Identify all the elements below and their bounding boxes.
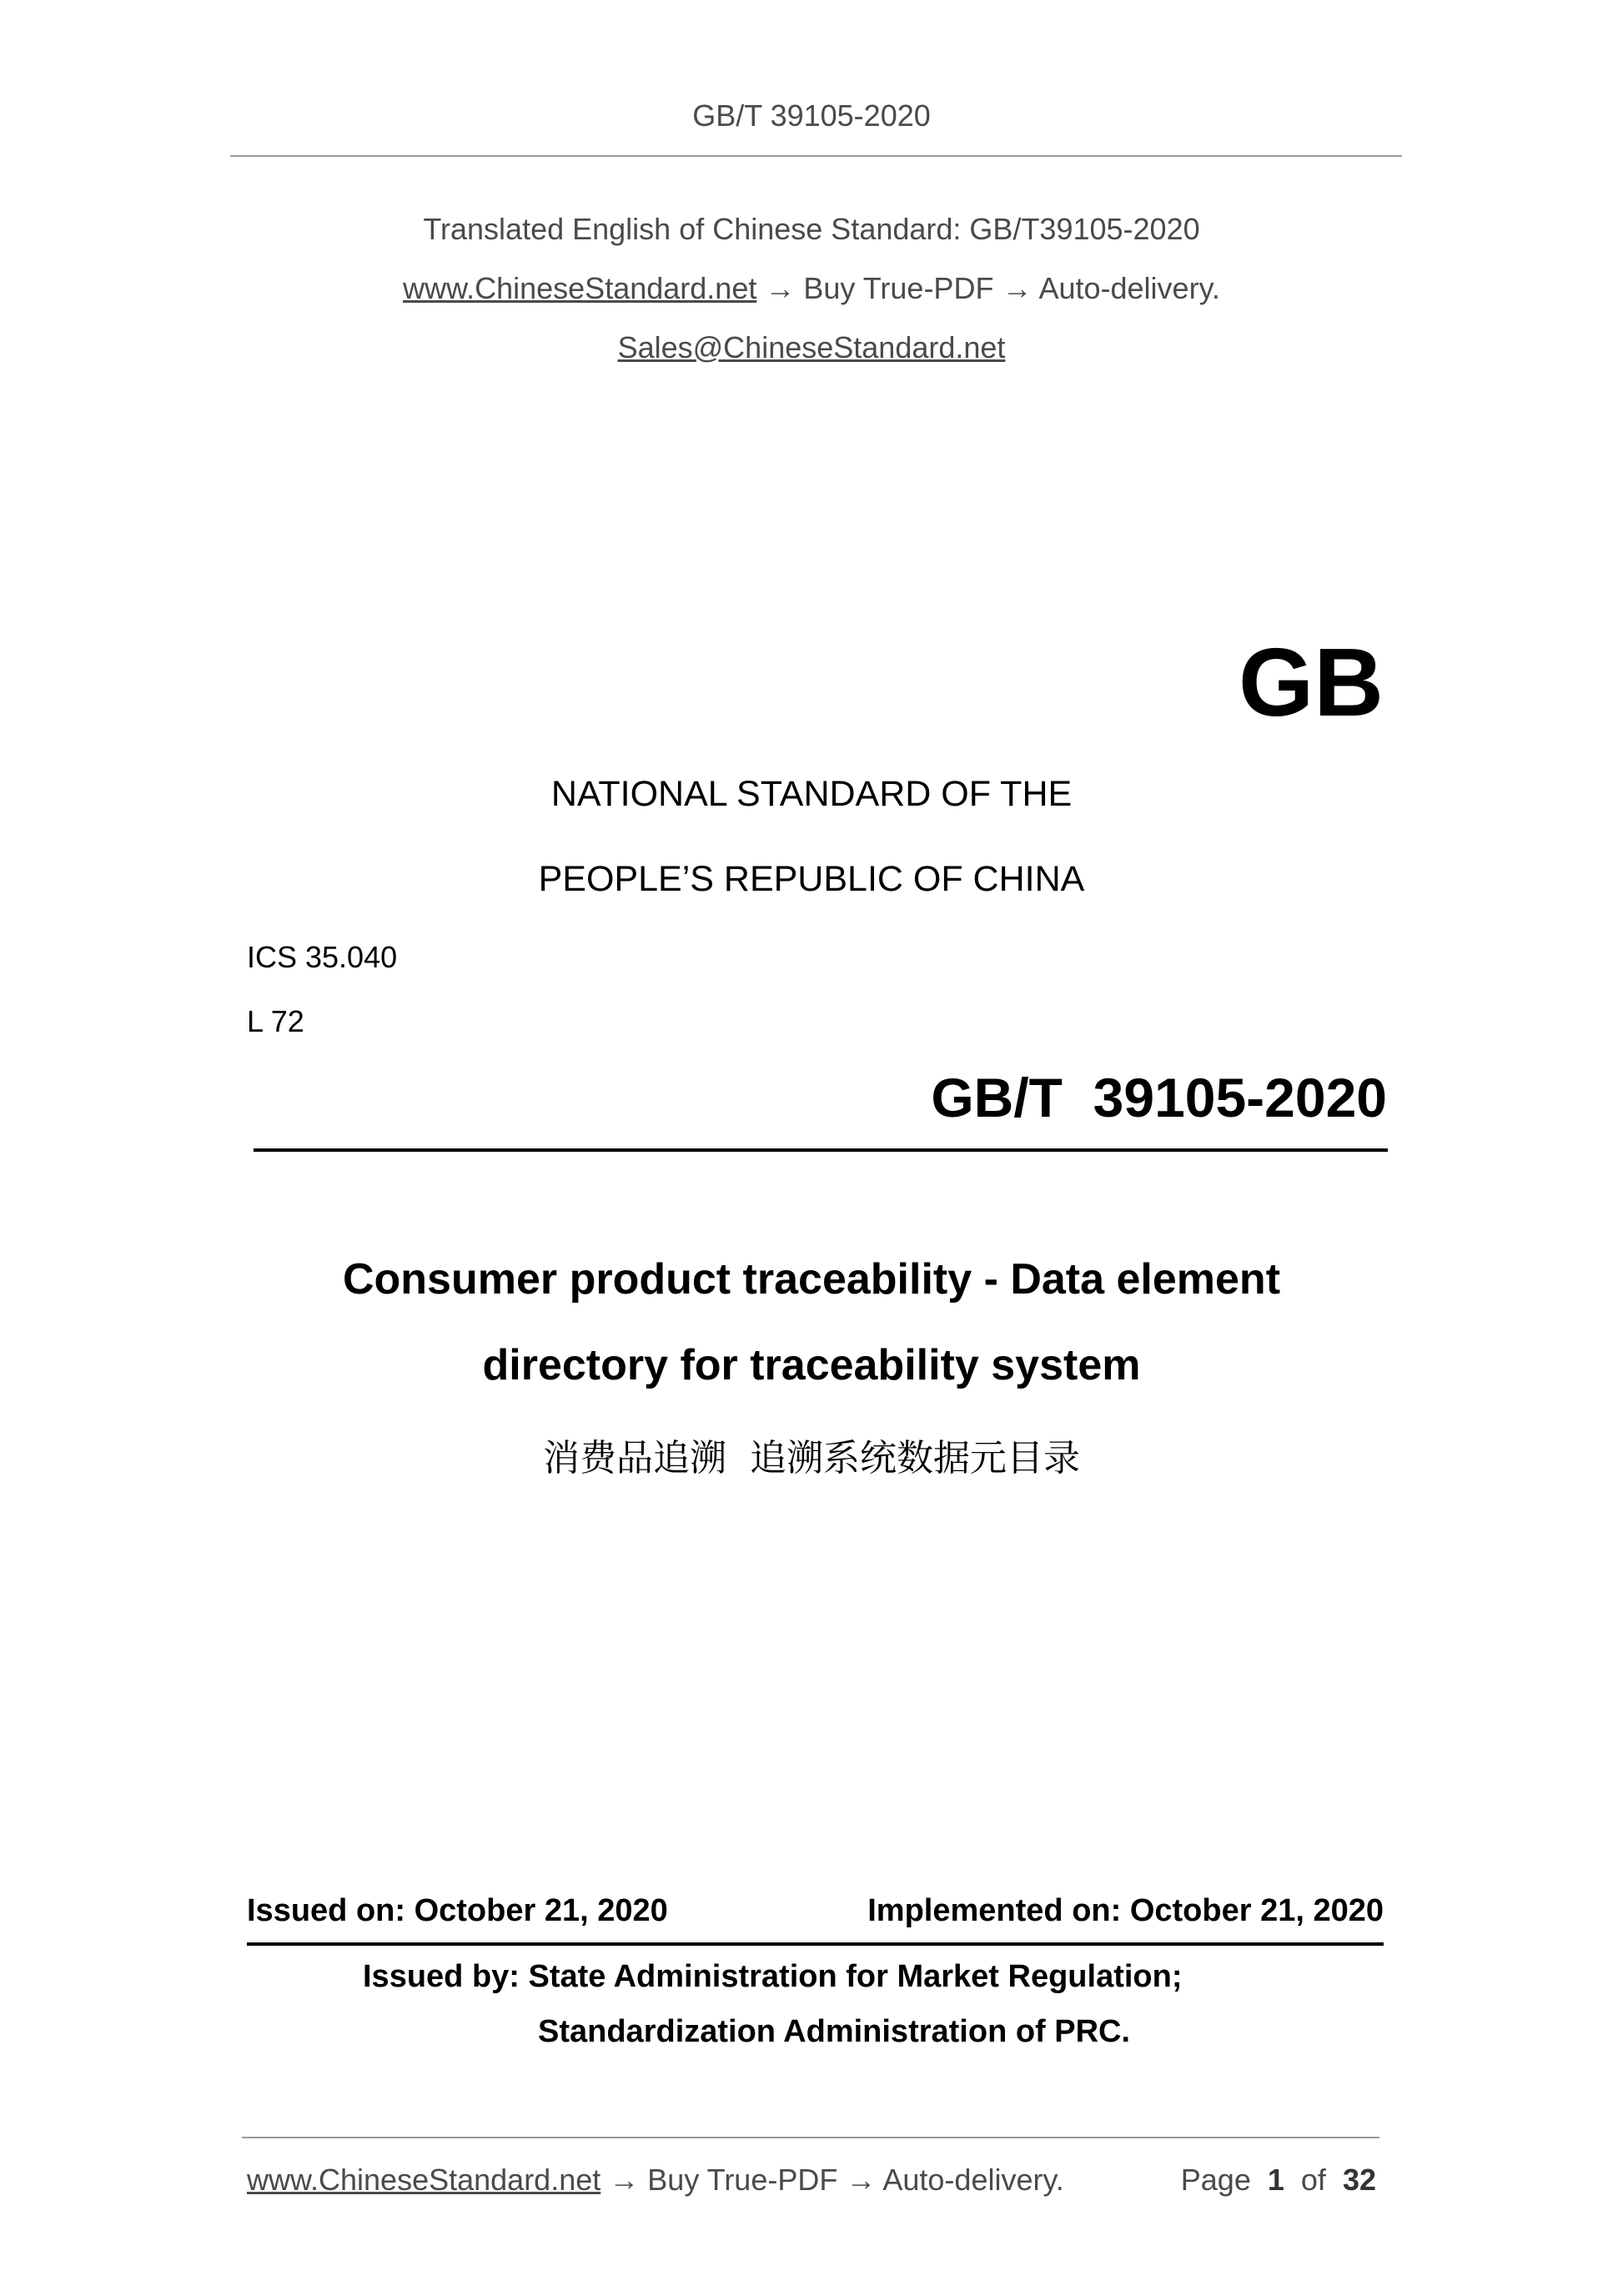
arrow-right-icon: → <box>609 2163 640 2197</box>
ics-code: ICS 35.040 <box>247 940 398 974</box>
buy-text: Buy True-PDF <box>803 271 994 305</box>
page-indicator <box>1181 2163 1376 2198</box>
purchase-line <box>0 271 1623 306</box>
footer-site-link[interactable]: www.ChineseStandard.net <box>247 2163 601 2197</box>
page-current: 1 <box>1267 2163 1284 2197</box>
issued-by-line2: Standardization Administration of PRC. <box>538 2014 1131 2049</box>
sales-email-link[interactable]: Sales@ChineseStandard.net <box>617 330 1006 364</box>
page-label: Page <box>1180 2163 1251 2197</box>
translation-notice-line: Translated English of Chinese Standard: GB/T39105-2020 <box>423 212 1200 246</box>
running-header: GB/T 39105-2020 <box>692 98 931 133</box>
footer-auto-delivery-text: Auto-delivery. <box>882 2163 1064 2197</box>
national-standard-line1: NATIONAL STANDARD OF THE <box>550 774 1073 814</box>
footer-divider <box>242 2137 1379 2138</box>
page-total: 32 <box>1342 2163 1376 2197</box>
national-standard-line2: PEOPLE’S REPUBLIC OF CHINA <box>538 859 1085 899</box>
footer-purchase-line <box>247 2163 1064 2198</box>
issued-on-date: Issued on: October 21, 2020 <box>247 1893 668 1928</box>
implemented-on-date: Implemented on: October 21, 2020 <box>867 1893 1384 1928</box>
title-line1: Consumer product traceability - Data element <box>342 1255 1281 1304</box>
standard-number: GB/T 39105-2020 <box>931 1067 1387 1128</box>
issued-by-line1: Issued by: State Administration for Market Regulation; <box>363 1959 1183 1994</box>
standard-number-rule <box>254 1148 1388 1152</box>
arrow-right-icon: → <box>765 271 796 305</box>
arrow-right-icon: → <box>1002 271 1033 305</box>
header-divider <box>230 155 1402 157</box>
auto-delivery-text: Auto-delivery. <box>1038 271 1220 305</box>
arrow-right-icon: → <box>846 2163 877 2197</box>
gb-logo-mark: GB <box>1239 628 1384 736</box>
title-chinese: 消费品追溯 追溯系统数据元目录 <box>543 1437 1080 1480</box>
dates-rule <box>247 1942 1384 1946</box>
page-of-label: of <box>1300 2163 1326 2197</box>
ccs-code: L 72 <box>247 1004 304 1038</box>
site-link[interactable]: www.ChineseStandard.net <box>403 271 757 305</box>
footer-buy-text: Buy True-PDF <box>647 2163 838 2197</box>
email-line <box>0 330 1623 365</box>
title-line2: directory for traceability system <box>482 1341 1141 1389</box>
